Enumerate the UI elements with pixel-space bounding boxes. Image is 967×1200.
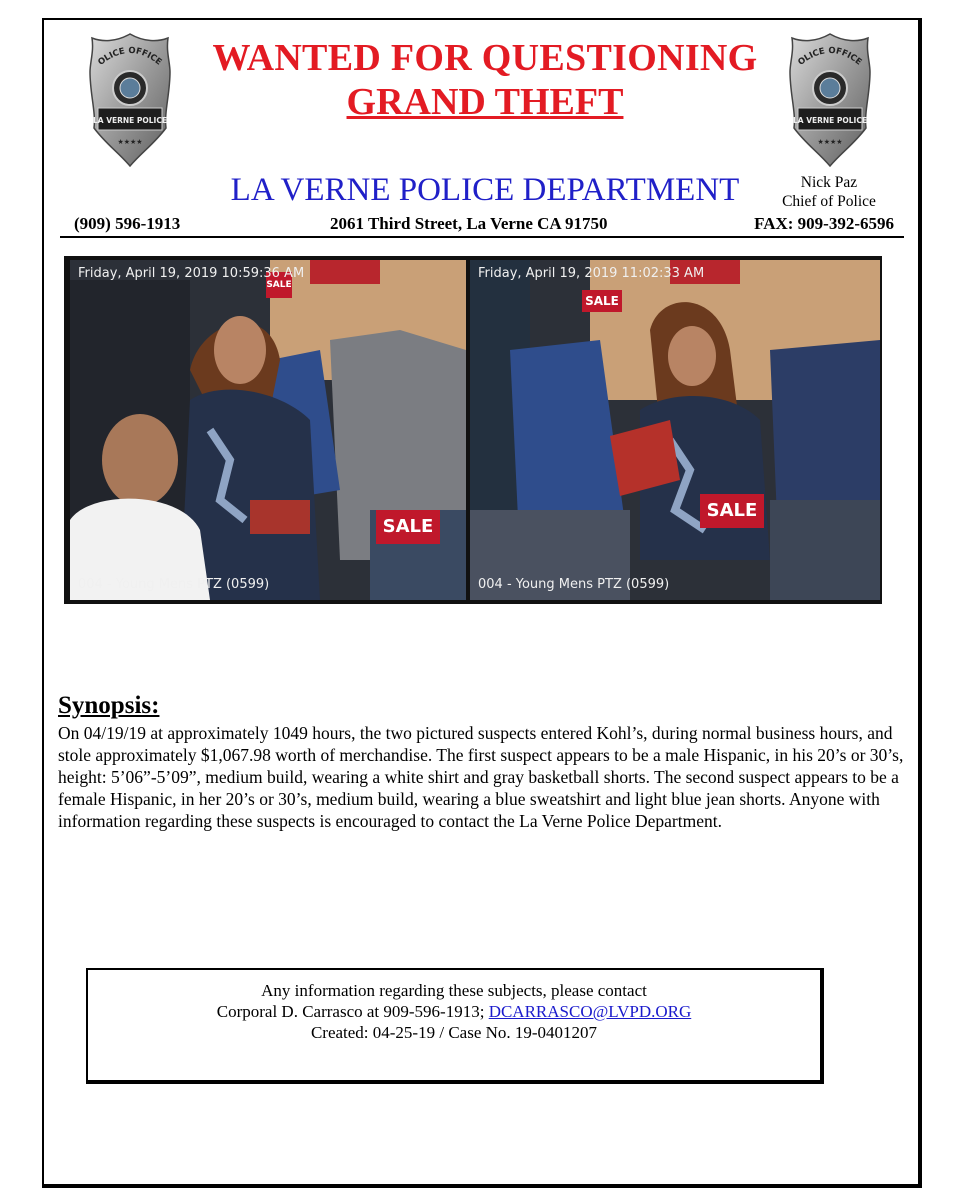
contact-email-link[interactable]: DCARRASCO@LVPD.ORG bbox=[488, 1002, 692, 1021]
department-phone: (909) 596-1913 bbox=[74, 214, 181, 233]
camera-timestamp: Friday, April 19, 2019 11:02:33 AM bbox=[478, 266, 705, 281]
contact-intro: Any information regarding these subjects, please contact bbox=[261, 981, 647, 1000]
badge-top-text: OLICE OFFICE bbox=[796, 45, 864, 68]
title-crime: GRAND THEFT bbox=[346, 81, 624, 123]
contact-line bbox=[60, 214, 904, 238]
case-info: Created: 04-25-19 / Case No. 19-0401207 bbox=[310, 1023, 598, 1042]
badge-stars: ★★★★ bbox=[817, 138, 843, 146]
sale-sign: SALE bbox=[700, 494, 764, 528]
chief-name: Nick Paz bbox=[800, 174, 858, 191]
badge-bottom-text: LA VERNE POLICE bbox=[793, 116, 867, 125]
sale-sign: SALE bbox=[376, 510, 440, 544]
department-fax: FAX: 909-392-6596 bbox=[754, 214, 894, 233]
surveillance-photos bbox=[64, 256, 882, 604]
surveillance-photo-1 bbox=[70, 260, 466, 600]
department-name: LA VERNE POLICE DEPARTMENT bbox=[230, 172, 740, 208]
surveillance-photo-2 bbox=[470, 260, 880, 600]
sale-sign-small: SALE bbox=[266, 272, 292, 298]
badge-top-text: OLICE OFFICE bbox=[96, 45, 164, 68]
synopsis-heading: Synopsis: bbox=[58, 692, 160, 719]
police-badge-left bbox=[88, 32, 172, 168]
contact-box bbox=[86, 968, 824, 1084]
sale-sign-small: SALE bbox=[582, 290, 622, 312]
camera-label: 004 - Young Mens PTZ (0599) bbox=[478, 577, 670, 592]
chief-title: Chief of Police bbox=[782, 193, 876, 210]
department-address: 2061 Third Street, La Verne CA 91750 bbox=[330, 214, 608, 233]
contact-officer-line bbox=[88, 1001, 820, 1022]
contact-officer: Corporal D. Carrasco at 909-596-1913; bbox=[216, 1002, 489, 1021]
synopsis-body: On 04/19/19 at approximately 1049 hours, the two pictured suspects entered Kohl’s, during normal business hours, and stole approximately $1,067.98 worth of merchandise. The first suspect appears to be a male Hispanic, in his 20’s or 30’s, height: 5’06”-5’09”, medium build, wearing a white shirt and gray basketball shorts. The second suspect appears to be a female Hispanic, in her 20’s or 30’s, medium build, wearing a blue sweatshirt and light blue jean shorts. Anyone with information regarding these suspects is encouraged to contact the La Verne Police Department. bbox=[58, 723, 904, 831]
badge-bottom-text: LA VERNE POLICE bbox=[93, 116, 167, 125]
camera-label: 004 - Young Mens PTZ (0599) bbox=[78, 577, 270, 592]
camera-timestamp: Friday, April 19, 2019 10:59:36 AM bbox=[78, 266, 305, 281]
title-wanted: WANTED FOR QUESTIONING bbox=[212, 37, 758, 79]
police-badge-right bbox=[788, 32, 872, 168]
badge-stars: ★★★★ bbox=[117, 138, 143, 146]
chief-block bbox=[764, 173, 894, 211]
